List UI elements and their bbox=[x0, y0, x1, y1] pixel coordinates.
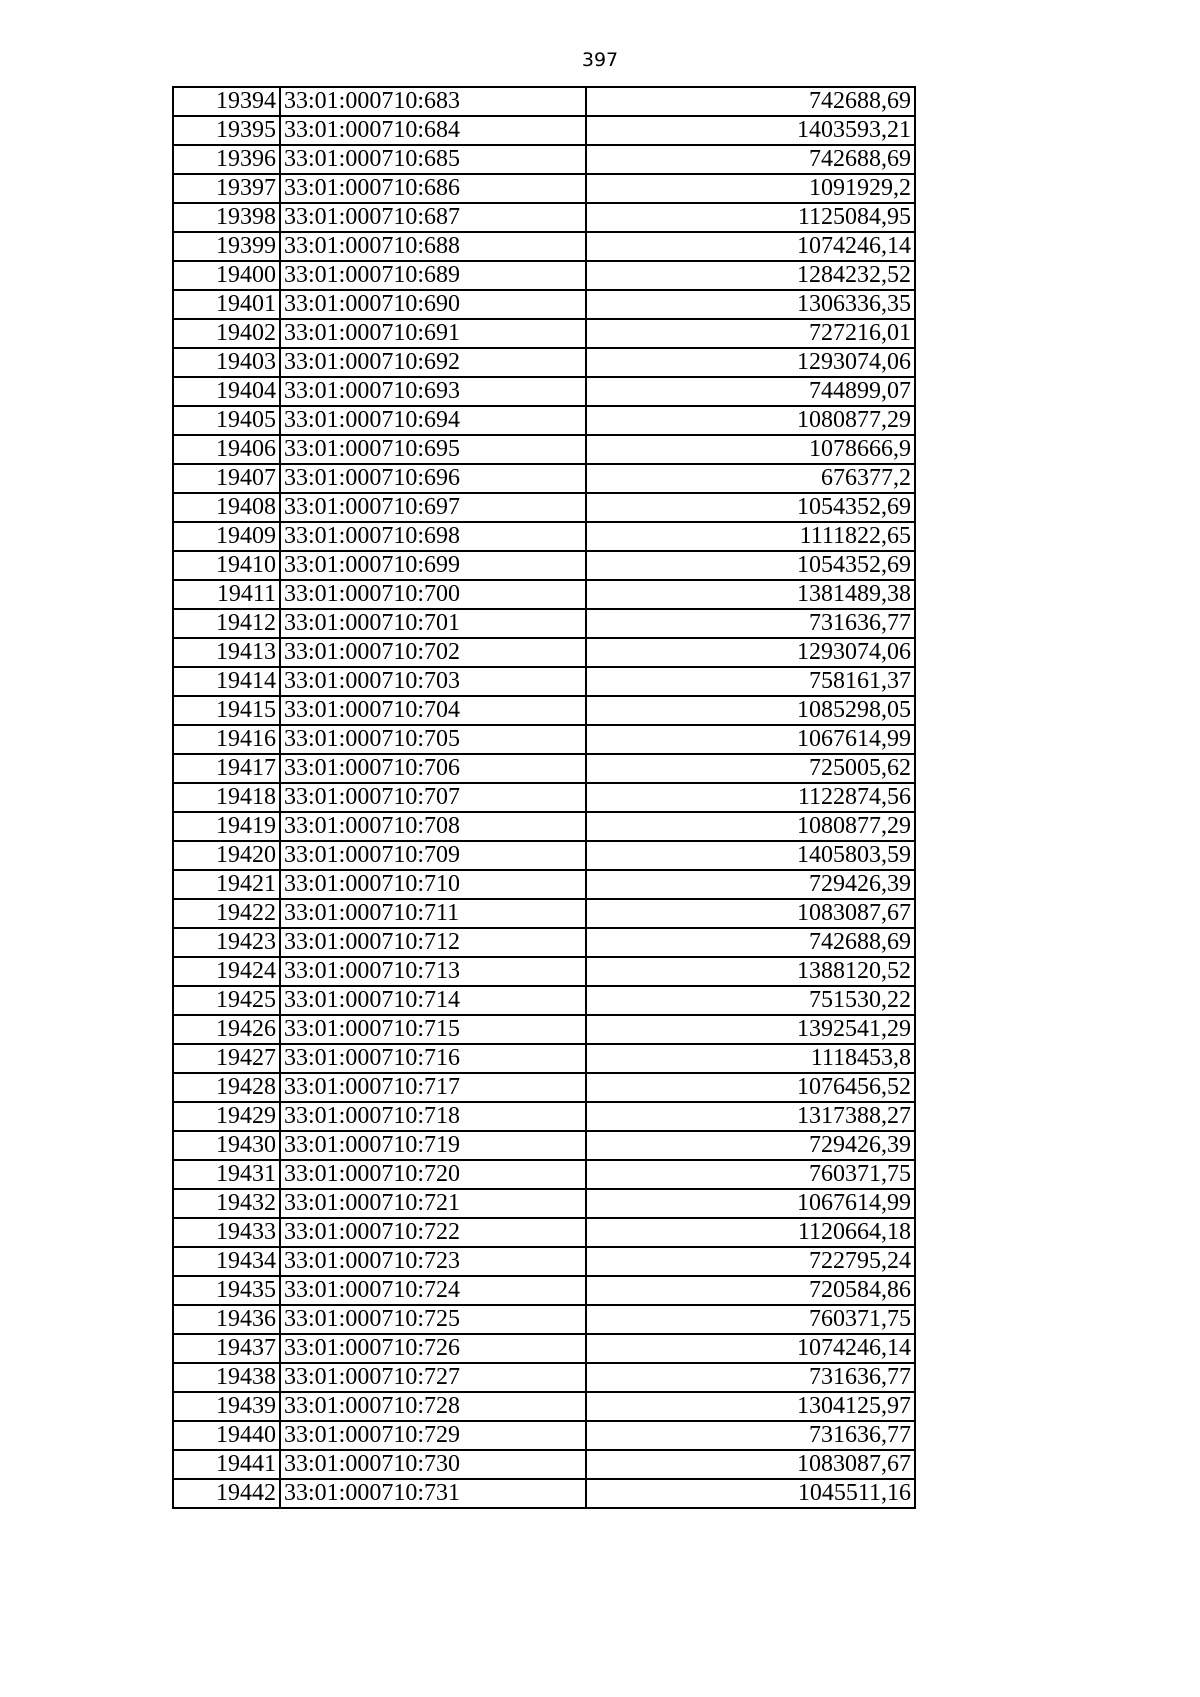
row-number-cell: 19438 bbox=[173, 1363, 280, 1392]
cadastral-number-cell: 33:01:000710:707 bbox=[280, 783, 586, 812]
cadastral-value-cell: 1381489,38 bbox=[586, 580, 915, 609]
cadastral-number-cell: 33:01:000710:683 bbox=[280, 87, 586, 116]
cadastral-value-cell: 1054352,69 bbox=[586, 551, 915, 580]
cadastral-number-cell: 33:01:000710:719 bbox=[280, 1131, 586, 1160]
row-number-cell: 19437 bbox=[173, 1334, 280, 1363]
table-row bbox=[173, 1044, 915, 1073]
cadastral-number-cell: 33:01:000710:684 bbox=[280, 116, 586, 145]
cadastral-value-cell: 729426,39 bbox=[586, 1131, 915, 1160]
row-number-cell: 19406 bbox=[173, 435, 280, 464]
cadastral-value-cell: 1111822,65 bbox=[586, 522, 915, 551]
cadastral-value-cell: 1403593,21 bbox=[586, 116, 915, 145]
cadastral-number-cell: 33:01:000710:691 bbox=[280, 319, 586, 348]
table-row bbox=[173, 725, 915, 754]
row-number-cell: 19400 bbox=[173, 261, 280, 290]
row-number-cell: 19415 bbox=[173, 696, 280, 725]
row-number-cell: 19439 bbox=[173, 1392, 280, 1421]
row-number-cell: 19440 bbox=[173, 1421, 280, 1450]
cadastral-number-cell: 33:01:000710:718 bbox=[280, 1102, 586, 1131]
row-number-cell: 19401 bbox=[173, 290, 280, 319]
table-row bbox=[173, 667, 915, 696]
table-row bbox=[173, 145, 915, 174]
cadastral-number-cell: 33:01:000710:701 bbox=[280, 609, 586, 638]
table-row bbox=[173, 1015, 915, 1044]
cadastral-value-cell: 1080877,29 bbox=[586, 812, 915, 841]
table-row bbox=[173, 754, 915, 783]
table-row bbox=[173, 116, 915, 145]
row-number-cell: 19427 bbox=[173, 1044, 280, 1073]
row-number-cell: 19424 bbox=[173, 957, 280, 986]
cadastral-number-cell: 33:01:000710:687 bbox=[280, 203, 586, 232]
row-number-cell: 19398 bbox=[173, 203, 280, 232]
cadastral-value-cell: 676377,2 bbox=[586, 464, 915, 493]
table-row bbox=[173, 899, 915, 928]
cadastral-number-cell: 33:01:000710:699 bbox=[280, 551, 586, 580]
table-row bbox=[173, 1450, 915, 1479]
cadastral-number-cell: 33:01:000710:689 bbox=[280, 261, 586, 290]
table-row bbox=[173, 261, 915, 290]
row-number-cell: 19396 bbox=[173, 145, 280, 174]
table-row bbox=[173, 957, 915, 986]
table-row bbox=[173, 348, 915, 377]
row-number-cell: 19417 bbox=[173, 754, 280, 783]
table-row bbox=[173, 1392, 915, 1421]
cadastral-number-cell: 33:01:000710:715 bbox=[280, 1015, 586, 1044]
cadastral-number-cell: 33:01:000710:688 bbox=[280, 232, 586, 261]
row-number-cell: 19421 bbox=[173, 870, 280, 899]
cadastral-number-cell: 33:01:000710:705 bbox=[280, 725, 586, 754]
row-number-cell: 19422 bbox=[173, 899, 280, 928]
row-number-cell: 19441 bbox=[173, 1450, 280, 1479]
cadastral-value-cell: 1083087,67 bbox=[586, 899, 915, 928]
table-row bbox=[173, 203, 915, 232]
row-number-cell: 19414 bbox=[173, 667, 280, 696]
cadastral-number-cell: 33:01:000710:696 bbox=[280, 464, 586, 493]
cadastral-value-cell: 731636,77 bbox=[586, 609, 915, 638]
cadastral-number-cell: 33:01:000710:728 bbox=[280, 1392, 586, 1421]
cadastral-number-cell: 33:01:000710:695 bbox=[280, 435, 586, 464]
cadastral-number-cell: 33:01:000710:723 bbox=[280, 1247, 586, 1276]
row-number-cell: 19403 bbox=[173, 348, 280, 377]
cadastral-number-cell: 33:01:000710:716 bbox=[280, 1044, 586, 1073]
cadastral-value-cell: 731636,77 bbox=[586, 1363, 915, 1392]
row-number-cell: 19433 bbox=[173, 1218, 280, 1247]
table-row bbox=[173, 1218, 915, 1247]
cadastral-number-cell: 33:01:000710:706 bbox=[280, 754, 586, 783]
row-number-cell: 19413 bbox=[173, 638, 280, 667]
cadastral-value-cell: 742688,69 bbox=[586, 87, 915, 116]
cadastral-number-cell: 33:01:000710:693 bbox=[280, 377, 586, 406]
row-number-cell: 19429 bbox=[173, 1102, 280, 1131]
cadastral-value-cell: 1306336,35 bbox=[586, 290, 915, 319]
table-row bbox=[173, 609, 915, 638]
cadastral-number-cell: 33:01:000710:712 bbox=[280, 928, 586, 957]
cadastral-number-cell: 33:01:000710:727 bbox=[280, 1363, 586, 1392]
row-number-cell: 19423 bbox=[173, 928, 280, 957]
cadastral-number-cell: 33:01:000710:704 bbox=[280, 696, 586, 725]
table-row bbox=[173, 783, 915, 812]
table-row bbox=[173, 1305, 915, 1334]
cadastral-number-cell: 33:01:000710:694 bbox=[280, 406, 586, 435]
table-row bbox=[173, 1247, 915, 1276]
row-number-cell: 19426 bbox=[173, 1015, 280, 1044]
table-row bbox=[173, 986, 915, 1015]
table-row bbox=[173, 870, 915, 899]
row-number-cell: 19416 bbox=[173, 725, 280, 754]
cadastral-number-cell: 33:01:000710:702 bbox=[280, 638, 586, 667]
table-row bbox=[173, 435, 915, 464]
cadastral-number-cell: 33:01:000710:700 bbox=[280, 580, 586, 609]
cadastral-value-cell: 1091929,2 bbox=[586, 174, 915, 203]
row-number-cell: 19407 bbox=[173, 464, 280, 493]
cadastral-number-cell: 33:01:000710:710 bbox=[280, 870, 586, 899]
cadastral-number-cell: 33:01:000710:711 bbox=[280, 899, 586, 928]
row-number-cell: 19399 bbox=[173, 232, 280, 261]
table-row bbox=[173, 1073, 915, 1102]
table-row bbox=[173, 638, 915, 667]
row-number-cell: 19394 bbox=[173, 87, 280, 116]
row-number-cell: 19402 bbox=[173, 319, 280, 348]
cadastral-number-cell: 33:01:000710:692 bbox=[280, 348, 586, 377]
row-number-cell: 19435 bbox=[173, 1276, 280, 1305]
table-row bbox=[173, 232, 915, 261]
table-row bbox=[173, 406, 915, 435]
cadastral-value-cell: 751530,22 bbox=[586, 986, 915, 1015]
cadastral-value-cell: 742688,69 bbox=[586, 145, 915, 174]
table-row bbox=[173, 464, 915, 493]
table-row bbox=[173, 1189, 915, 1218]
row-number-cell: 19432 bbox=[173, 1189, 280, 1218]
cadastral-value-cell: 1293074,06 bbox=[586, 348, 915, 377]
cadastral-number-cell: 33:01:000710:698 bbox=[280, 522, 586, 551]
cadastral-value-table bbox=[172, 86, 916, 1509]
cadastral-number-cell: 33:01:000710:722 bbox=[280, 1218, 586, 1247]
cadastral-number-cell: 33:01:000710:721 bbox=[280, 1189, 586, 1218]
cadastral-value-cell: 760371,75 bbox=[586, 1160, 915, 1189]
page-number: 397 bbox=[581, 49, 619, 71]
cadastral-value-cell: 1304125,97 bbox=[586, 1392, 915, 1421]
cadastral-value-cell: 1284232,52 bbox=[586, 261, 915, 290]
cadastral-number-cell: 33:01:000710:697 bbox=[280, 493, 586, 522]
row-number-cell: 19419 bbox=[173, 812, 280, 841]
row-number-cell: 19405 bbox=[173, 406, 280, 435]
table-row bbox=[173, 696, 915, 725]
cadastral-number-cell: 33:01:000710:729 bbox=[280, 1421, 586, 1450]
cadastral-number-cell: 33:01:000710:726 bbox=[280, 1334, 586, 1363]
cadastral-number-cell: 33:01:000710:731 bbox=[280, 1479, 586, 1508]
row-number-cell: 19425 bbox=[173, 986, 280, 1015]
cadastral-number-cell: 33:01:000710:724 bbox=[280, 1276, 586, 1305]
table-row bbox=[173, 551, 915, 580]
cadastral-value-cell: 758161,37 bbox=[586, 667, 915, 696]
table-row bbox=[173, 580, 915, 609]
row-number-cell: 19395 bbox=[173, 116, 280, 145]
cadastral-value-cell: 1067614,99 bbox=[586, 725, 915, 754]
table-body bbox=[173, 87, 915, 1508]
table-row bbox=[173, 174, 915, 203]
cadastral-number-cell: 33:01:000710:709 bbox=[280, 841, 586, 870]
cadastral-value-cell: 1083087,67 bbox=[586, 1450, 915, 1479]
table-row bbox=[173, 1334, 915, 1363]
table-row bbox=[173, 290, 915, 319]
cadastral-value-cell: 1317388,27 bbox=[586, 1102, 915, 1131]
row-number-cell: 19442 bbox=[173, 1479, 280, 1508]
row-number-cell: 19418 bbox=[173, 783, 280, 812]
row-number-cell: 19420 bbox=[173, 841, 280, 870]
cadastral-number-cell: 33:01:000710:703 bbox=[280, 667, 586, 696]
cadastral-value-cell: 1054352,69 bbox=[586, 493, 915, 522]
cadastral-value-cell: 744899,07 bbox=[586, 377, 915, 406]
cadastral-number-cell: 33:01:000710:730 bbox=[280, 1450, 586, 1479]
row-number-cell: 19434 bbox=[173, 1247, 280, 1276]
cadastral-value-cell: 729426,39 bbox=[586, 870, 915, 899]
row-number-cell: 19397 bbox=[173, 174, 280, 203]
table-row bbox=[173, 812, 915, 841]
cadastral-number-cell: 33:01:000710:720 bbox=[280, 1160, 586, 1189]
cadastral-value-cell: 1388120,52 bbox=[586, 957, 915, 986]
table-row bbox=[173, 1102, 915, 1131]
row-number-cell: 19431 bbox=[173, 1160, 280, 1189]
cadastral-value-cell: 727216,01 bbox=[586, 319, 915, 348]
table-row bbox=[173, 841, 915, 870]
table-row bbox=[173, 1363, 915, 1392]
table-row bbox=[173, 1276, 915, 1305]
table-row bbox=[173, 377, 915, 406]
cadastral-number-cell: 33:01:000710:717 bbox=[280, 1073, 586, 1102]
cadastral-value-cell: 722795,24 bbox=[586, 1247, 915, 1276]
cadastral-number-cell: 33:01:000710:713 bbox=[280, 957, 586, 986]
cadastral-number-cell: 33:01:000710:708 bbox=[280, 812, 586, 841]
cadastral-value-cell: 1085298,05 bbox=[586, 696, 915, 725]
table-row bbox=[173, 1160, 915, 1189]
cadastral-value-cell: 1405803,59 bbox=[586, 841, 915, 870]
cadastral-value-cell: 1074246,14 bbox=[586, 232, 915, 261]
cadastral-value-cell: 1074246,14 bbox=[586, 1334, 915, 1363]
table-row bbox=[173, 522, 915, 551]
cadastral-value-cell: 1067614,99 bbox=[586, 1189, 915, 1218]
cadastral-value-cell: 1045511,16 bbox=[586, 1479, 915, 1508]
table-row bbox=[173, 87, 915, 116]
row-number-cell: 19409 bbox=[173, 522, 280, 551]
row-number-cell: 19430 bbox=[173, 1131, 280, 1160]
cadastral-value-cell: 1293074,06 bbox=[586, 638, 915, 667]
cadastral-value-cell: 1120664,18 bbox=[586, 1218, 915, 1247]
cadastral-number-cell: 33:01:000710:685 bbox=[280, 145, 586, 174]
table-row bbox=[173, 1479, 915, 1508]
row-number-cell: 19408 bbox=[173, 493, 280, 522]
table-row bbox=[173, 1421, 915, 1450]
row-number-cell: 19412 bbox=[173, 609, 280, 638]
table-row bbox=[173, 1131, 915, 1160]
cadastral-number-cell: 33:01:000710:686 bbox=[280, 174, 586, 203]
cadastral-value-cell: 731636,77 bbox=[586, 1421, 915, 1450]
cadastral-value-cell: 1076456,52 bbox=[586, 1073, 915, 1102]
cadastral-value-cell: 1392541,29 bbox=[586, 1015, 915, 1044]
cadastral-value-cell: 1078666,9 bbox=[586, 435, 915, 464]
cadastral-number-cell: 33:01:000710:714 bbox=[280, 986, 586, 1015]
row-number-cell: 19436 bbox=[173, 1305, 280, 1334]
cadastral-number-cell: 33:01:000710:725 bbox=[280, 1305, 586, 1334]
table-row bbox=[173, 493, 915, 522]
row-number-cell: 19411 bbox=[173, 580, 280, 609]
cadastral-value-cell: 720584,86 bbox=[586, 1276, 915, 1305]
table-row bbox=[173, 319, 915, 348]
row-number-cell: 19404 bbox=[173, 377, 280, 406]
cadastral-value-cell: 742688,69 bbox=[586, 928, 915, 957]
cadastral-value-cell: 725005,62 bbox=[586, 754, 915, 783]
row-number-cell: 19428 bbox=[173, 1073, 280, 1102]
cadastral-number-cell: 33:01:000710:690 bbox=[280, 290, 586, 319]
cadastral-value-cell: 1122874,56 bbox=[586, 783, 915, 812]
table-row bbox=[173, 928, 915, 957]
row-number-cell: 19410 bbox=[173, 551, 280, 580]
cadastral-value-cell: 1080877,29 bbox=[586, 406, 915, 435]
cadastral-value-cell: 1125084,95 bbox=[586, 203, 915, 232]
cadastral-value-cell: 1118453,8 bbox=[586, 1044, 915, 1073]
cadastral-value-cell: 760371,75 bbox=[586, 1305, 915, 1334]
